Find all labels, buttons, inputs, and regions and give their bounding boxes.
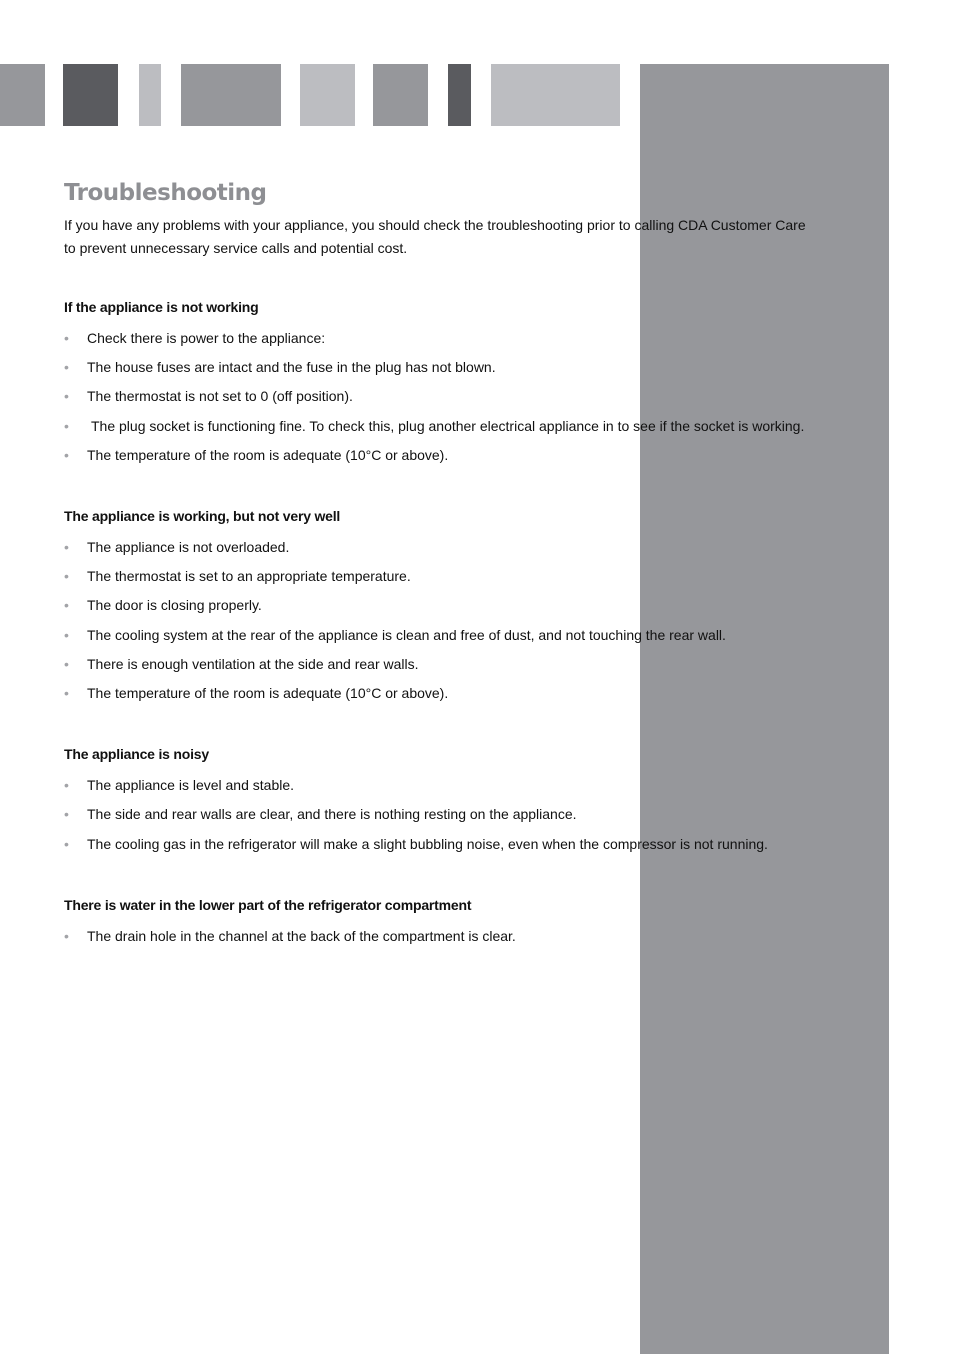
bullet-icon: •: [64, 806, 69, 823]
header-block-7: [448, 64, 471, 126]
list-item: [64, 382, 854, 411]
bullet-icon: •: [64, 685, 69, 702]
section-not-working: [64, 295, 854, 470]
list-item: [64, 324, 854, 353]
main-content: [64, 178, 854, 951]
list-item: [64, 922, 854, 951]
bullet-icon: •: [64, 835, 69, 852]
header-block-8: [491, 64, 620, 126]
list-item-text: Check there is power to the appliance:: [87, 330, 326, 346]
list-item: [64, 800, 854, 829]
header-block-3: [139, 64, 161, 126]
section-heading: The appliance is noisy: [64, 746, 209, 763]
bullet-icon: •: [64, 359, 69, 376]
section-heading: If the appliance is not working: [64, 299, 259, 315]
list-item: [64, 562, 854, 591]
list-item: [64, 591, 854, 620]
section-heading: There is water in the lower part of the refrigerator compartment: [64, 896, 472, 913]
list-item-text: There is enough ventilation at the side and rear walls.: [87, 655, 419, 672]
list-item: [64, 441, 854, 470]
list-item: [64, 650, 854, 679]
list-item-text: The temperature of the room is adequate (10°C or above).: [87, 685, 449, 702]
list-item: [64, 679, 854, 708]
page-title: Troubleshooting: [64, 180, 267, 206]
bullet-icon: •: [64, 539, 69, 556]
list-item: [64, 621, 854, 650]
list-item-text: The side and rear walls are clear, and there is nothing resting on the appliance.: [87, 806, 577, 823]
bullet-icon: •: [64, 927, 69, 944]
header-block-2: [63, 64, 118, 126]
bullet-icon: •: [64, 626, 69, 643]
bullet-icon: •: [64, 417, 69, 434]
section-not-working-well: [64, 504, 854, 708]
list-item-text: The house fuses are intact and the fuse in the plug has not blown.: [87, 359, 496, 376]
list-item: [64, 771, 854, 800]
bullet-icon: •: [64, 597, 69, 614]
header-block-5: [300, 64, 355, 126]
bullet-list: [64, 922, 854, 951]
bullet-icon: •: [64, 446, 69, 463]
list-item-text: The appliance is not overloaded.: [87, 539, 290, 556]
header-block-1: [0, 64, 45, 126]
bullet-icon: •: [64, 330, 69, 346]
list-item: [64, 830, 854, 859]
bullet-list: [64, 324, 854, 470]
list-item-text: The cooling system at the rear of the appliance is clean and free of dust, and not touching the rear wall.: [87, 626, 726, 643]
intro-paragraph: If you have any problems with your appliance, you should check the troubleshooting prior to calling CDA Customer Care to prevent unnecessary service calls and potential cost.: [64, 217, 806, 256]
bullet-icon: •: [64, 655, 69, 672]
bullet-icon: •: [64, 777, 69, 794]
section-water: [64, 893, 854, 951]
list-item-text: The door is closing properly.: [87, 597, 262, 614]
list-item: [64, 533, 854, 562]
bullet-list: [64, 771, 854, 859]
header-block-4: [181, 64, 281, 126]
bullet-icon: •: [64, 388, 69, 405]
list-item-text: The thermostat is set to an appropriate temperature.: [87, 568, 411, 585]
section-heading: The appliance is working, but not very well: [64, 508, 341, 525]
list-item: [64, 412, 854, 441]
header-block-6: [373, 64, 428, 126]
list-item-text: The temperature of the room is adequate (10°C or above).: [87, 446, 449, 463]
list-item-text: The thermostat is not set to 0 (off position).: [87, 388, 353, 405]
bullet-icon: •: [64, 568, 69, 585]
list-item-text: The drain hole in the channel at the back of the compartment is clear.: [87, 927, 516, 944]
list-item: [64, 353, 854, 382]
bullet-list: [64, 533, 854, 708]
list-item-text: The appliance is level and stable.: [87, 777, 295, 794]
list-item-text: The cooling gas in the refrigerator will make a slight bubbling noise, even when the compressor is not running.: [87, 835, 768, 852]
list-item-text: The plug socket is functioning fine. To check this, plug another electrical appliance in to see if the socket is working.: [91, 417, 805, 434]
section-noisy: [64, 742, 854, 859]
